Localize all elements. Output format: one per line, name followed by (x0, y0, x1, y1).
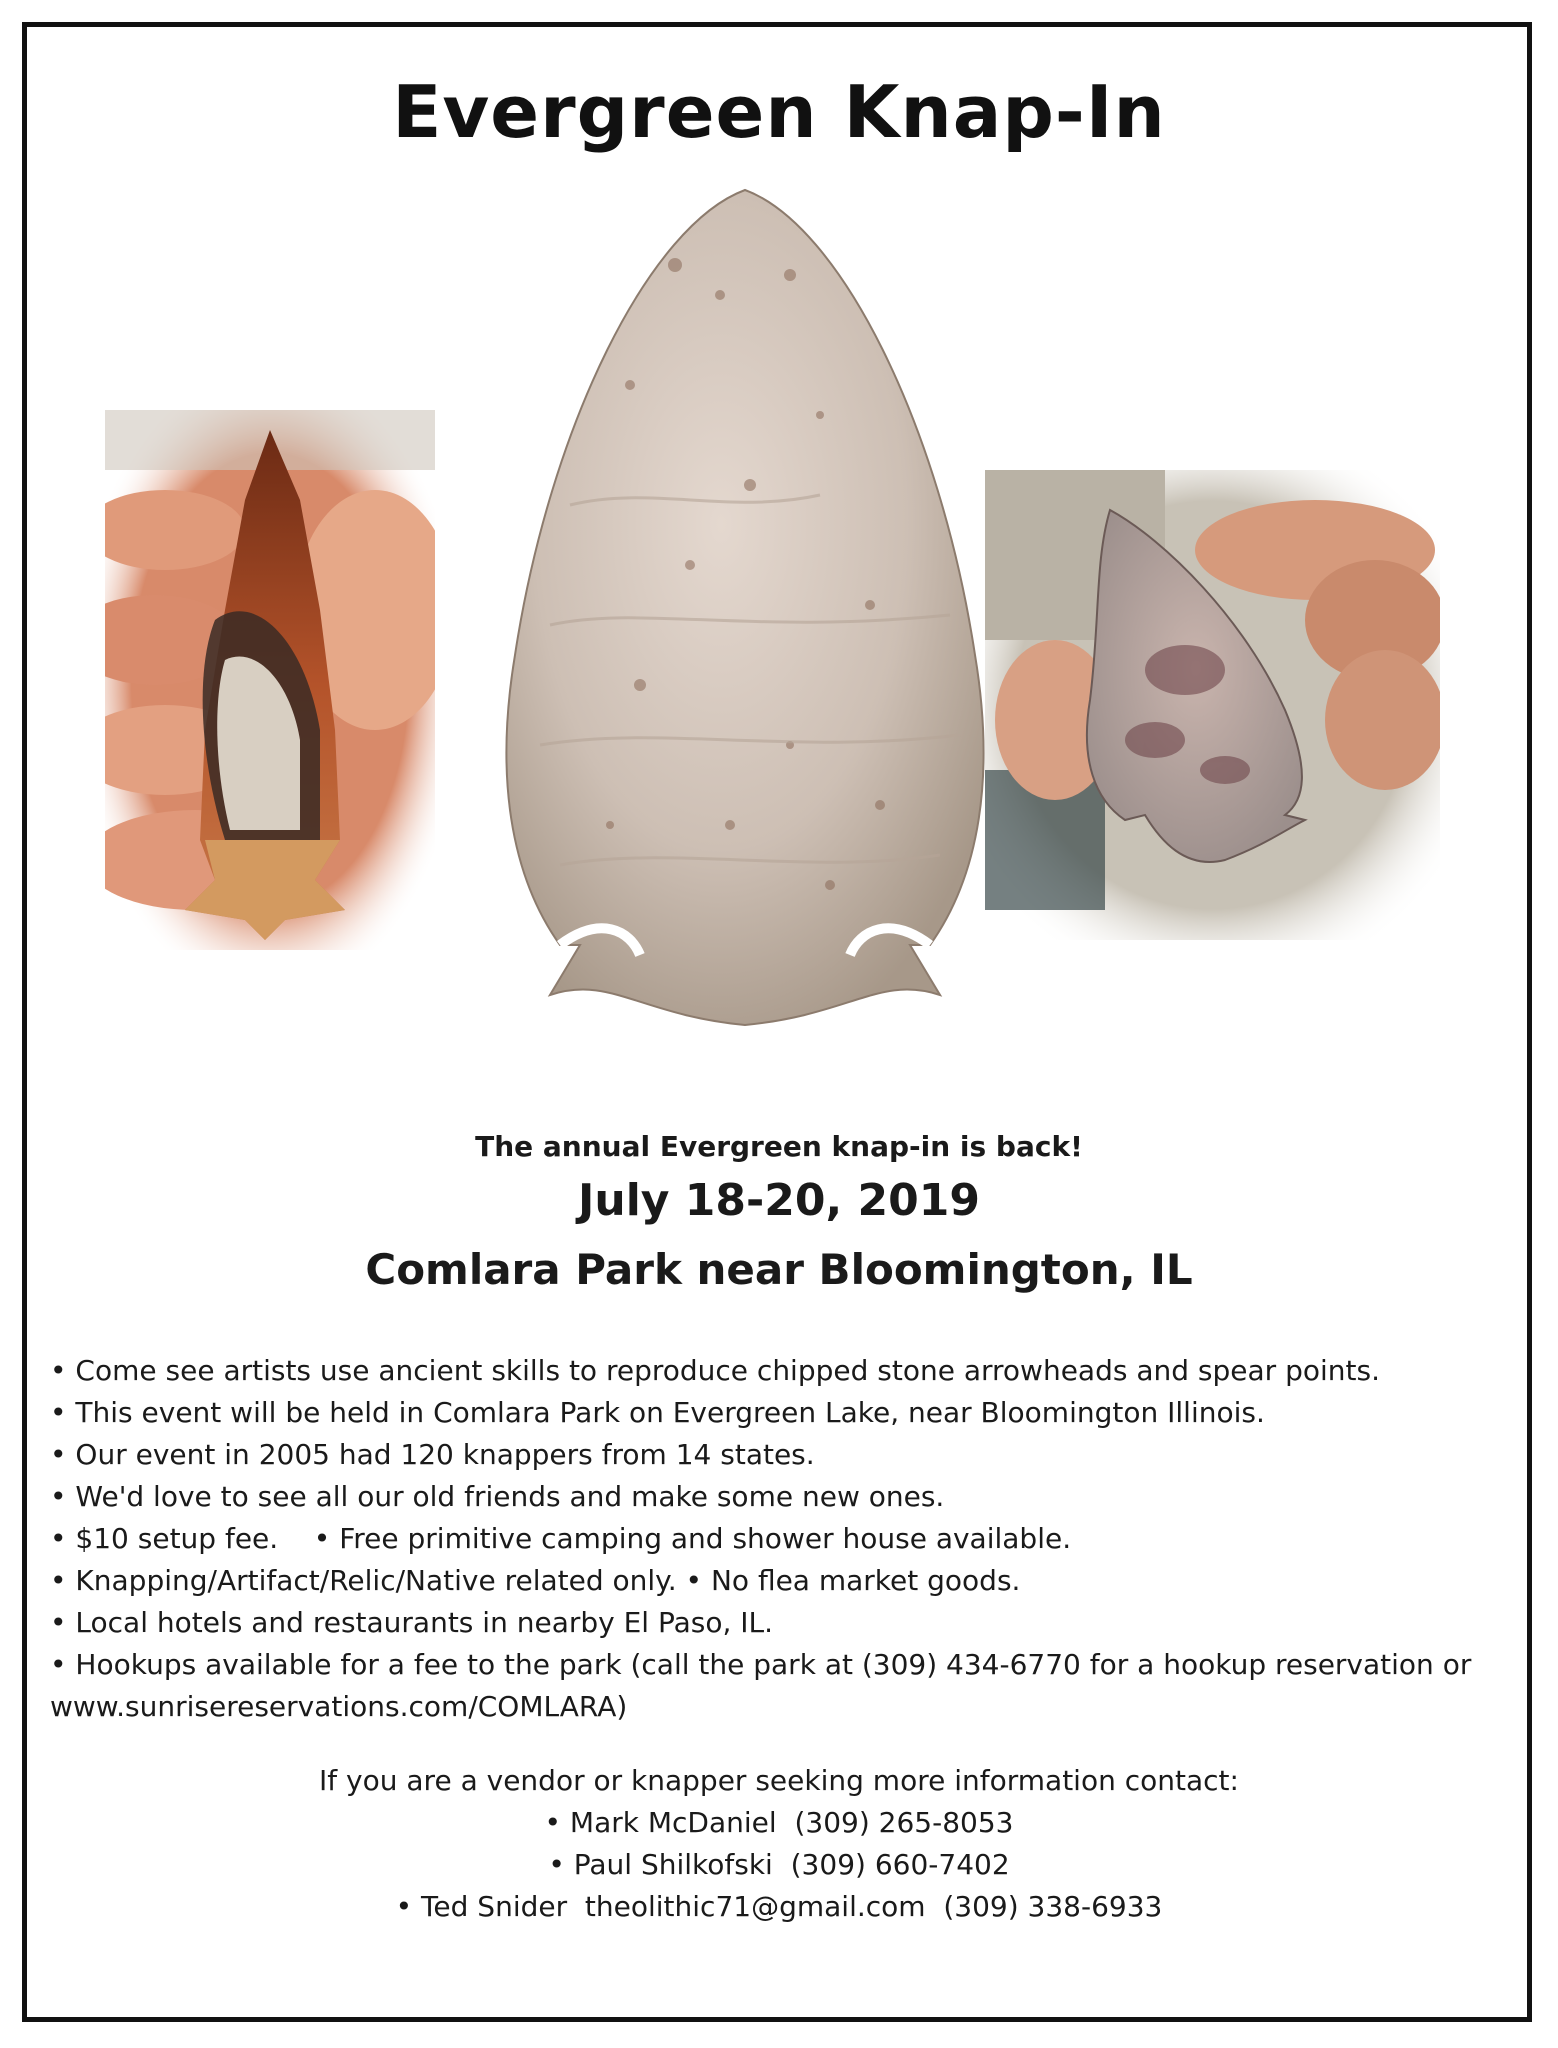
list-item: • Hookups available for a fee to the park (call the park at (309) 434-6770 for a hookup reservation or www.sunrisereservations.com/COMLARA) (50, 1648, 1472, 1723)
contact-person: • Mark McDaniel (309) 265-8053 (544, 1806, 1014, 1839)
mottled-point-photo (985, 470, 1440, 940)
list-item: • We'd love to see all our old friends and make some new ones. (50, 1480, 945, 1513)
list-item: • This event will be held in Comlara Park on Evergreen Lake, near Bloomington Illinois. (50, 1396, 1265, 1429)
contact-heading: If you are a vendor or knapper seeking more information contact: (319, 1764, 1239, 1797)
list-item: • Come see artists use ancient skills to reproduce chipped stone arrowheads and spear points. (50, 1354, 1380, 1387)
large-flint-point-image (490, 185, 1000, 1045)
contact-person: • Ted Snider theolithic71@gmail.com (309) 338-6933 (395, 1890, 1163, 1923)
list-item: • $10 setup fee. • Free primitive camping and shower house available. (50, 1522, 1072, 1555)
contact-person: • Paul Shilkofski (309) 660-7402 (548, 1848, 1010, 1881)
event-details-list (50, 1350, 1510, 1728)
list-item: • Local hotels and restaurants in nearby El Paso, IL. (50, 1606, 774, 1639)
serrated-arrowhead-photo (105, 410, 435, 950)
page-title: Evergreen Knap-In (392, 70, 1166, 154)
contact-section (0, 1760, 1558, 1928)
intro-text: The annual Evergreen knap-in is back! (475, 1130, 1083, 1163)
list-item: • Our event in 2005 had 120 knappers from 14 states. (50, 1438, 815, 1471)
event-date: July 18-20, 2019 (578, 1175, 980, 1226)
event-location: Comlara Park near Bloomington, IL (365, 1245, 1193, 1294)
list-item: • Knapping/Artifact/Relic/Native related only. • No flea market goods. (50, 1564, 1021, 1597)
